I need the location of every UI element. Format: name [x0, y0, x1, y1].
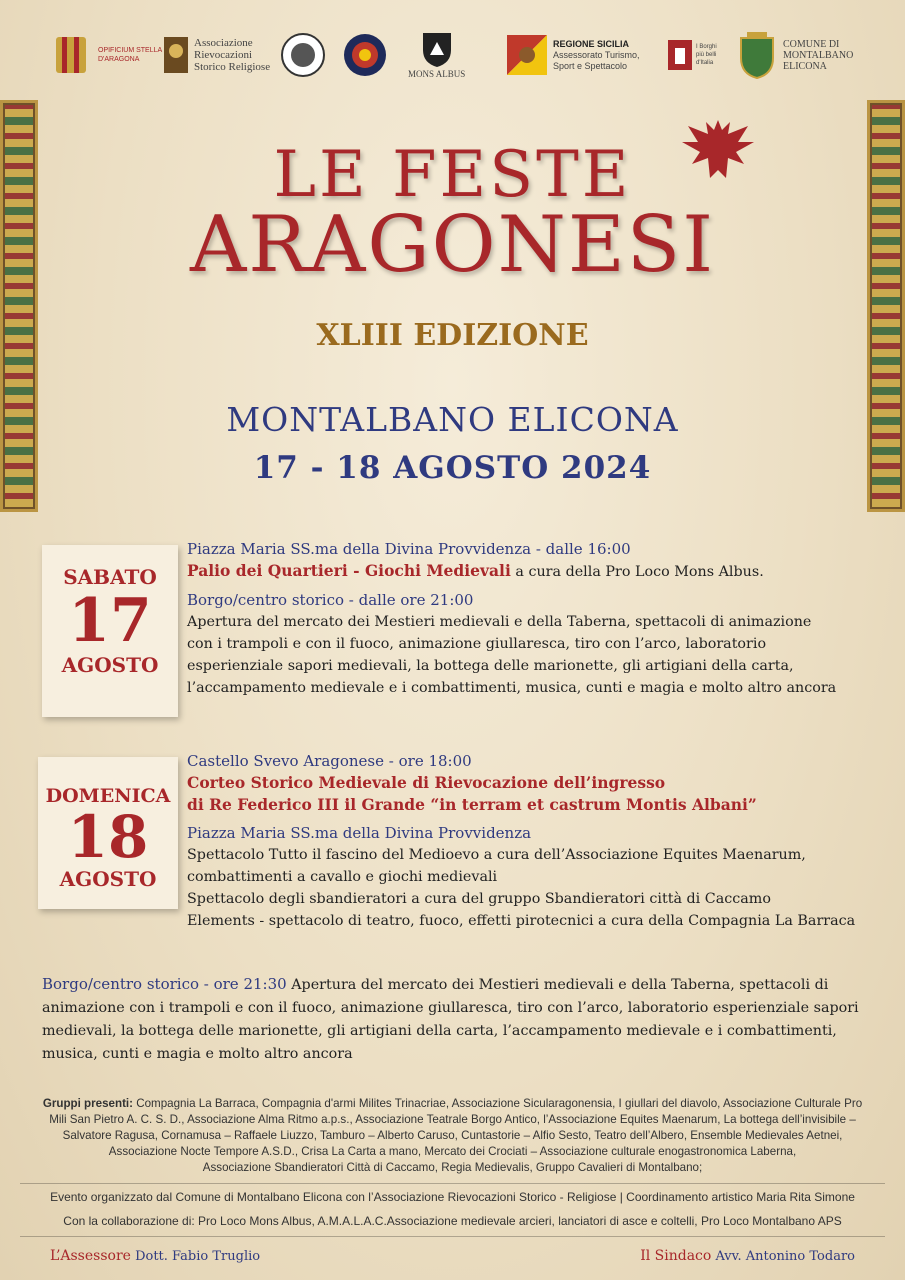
- event-title: Corteo Storico Medievale di Rievocazione dell’ingresso: [187, 773, 666, 792]
- event-description-line: Spettacolo degli sbandieratori a cura del gruppo Sbandieratori città di Caccamo: [187, 891, 771, 907]
- comune-text: COMUNE DI MONTALBANO ELICONA: [783, 38, 854, 72]
- assoc-emblem-icon: [162, 35, 190, 75]
- groups-line: Associazione Nocte Tempore A.S.D., Crisa La Carta a mano, Mercato dei Crociati – Associazione culturale enogastronomica Laberna,: [108, 1145, 797, 1158]
- logo-comune: [735, 20, 853, 90]
- eagle-icon: [678, 112, 758, 192]
- title-line-1: LE FESTE: [273, 138, 632, 212]
- day1-events: [187, 538, 836, 699]
- logo-borghi: [668, 20, 722, 90]
- assoc-rievoc-text: Associazione Rievocazioni Storico Religiose: [194, 37, 271, 73]
- day-number: 18: [67, 803, 149, 871]
- groups-label: Gruppi presenti:: [42, 1097, 134, 1110]
- signature-assessore: [50, 1248, 260, 1264]
- day-number: 17: [68, 586, 152, 656]
- groups-text: Compagnia La Barraca, Compagnia d'armi Milites Trinacriae, Associazione Sicularagonensia, I giullari del diavolo, Associazione Culturale Pro: [133, 1097, 863, 1110]
- event-note: a cura della Pro Loco Mons Albus.: [510, 564, 764, 580]
- logo-assoc-rievocazioni: [162, 20, 270, 90]
- logo-mons-albus: [408, 20, 465, 90]
- groups-line: Associazione Sbandieratori Città di Caccamo, Regia Medievalis, Gruppo Cavalieri di Montalbano;: [202, 1161, 703, 1174]
- sponsor-logos-bar: [0, 20, 905, 90]
- event-title-row: [187, 560, 836, 583]
- event-description-line: Spettacolo Tutto il fascino del Medioevo a cura dell’Associazione Equites Maenarum,: [187, 847, 806, 863]
- mons-albus-text: MONS ALBUS: [408, 69, 466, 79]
- collaboration-line: Con la collaborazione di: Pro Loco Mons Albus, A.M.A.L.A.C.Associazione medievale arcieri, lanciatori di asce e coltelli, Pro Loco Montalbano APS: [63, 1214, 842, 1228]
- round-seal-icon: [342, 32, 388, 78]
- event-location: Castello Svevo Aragonese - ore 18:00: [187, 752, 472, 770]
- evening-first-line: [42, 973, 882, 997]
- month-label: AGOSTO: [61, 653, 159, 677]
- logo-round-badge-2: [342, 20, 388, 90]
- event-location: Borgo/centro storico - dalle ore 21:00: [187, 591, 474, 609]
- weekday-label: SABATO: [63, 565, 157, 589]
- event-description-line: Elements - spettacolo di teatro, fuoco, effetti pirotecnici a cura della Compagnia La Barraca: [187, 913, 856, 929]
- event-description-line: con i trampoli e con il fuoco, animazione giullaresca, tiro con l’arco, laboratorio: [187, 636, 767, 652]
- day2-events: [187, 750, 855, 932]
- groups-line: Salvatore Ragusa, Cornamusa – Raffaele Liuzzo, Tamburo – Alberto Caruso, Cuntastorie – Alfio Sesto, Teatro dell’Albero, Ensemble Medievales Aetnei,: [62, 1129, 843, 1142]
- event-location: Piazza Maria SS.ma della Divina Provvidenza: [187, 824, 532, 842]
- signature-role: L’Assessore: [50, 1248, 131, 1264]
- weekday-label: DOMENICA: [45, 785, 171, 807]
- event-description-text: Apertura del mercato dei Mestieri medievali e della Taberna, spettacoli di: [286, 977, 829, 993]
- signature-sindaco: [640, 1248, 855, 1264]
- opificium-shield-icon: [50, 33, 94, 77]
- participating-groups: [20, 1096, 885, 1176]
- event-location: Piazza Maria SS.ma della Divina Provvidenza - dalle 16:00: [187, 540, 631, 558]
- logo-round-badge-1: [280, 20, 326, 90]
- event-dates: 17 - 18 AGOSTO 2024: [253, 450, 652, 486]
- event-description-line: l’accampamento medievale e i combattimenti, musica, cunti e magia e molto altro ancora: [187, 680, 837, 696]
- event-location: Borgo/centro storico - ore 21:30: [42, 975, 287, 993]
- logo-opificium: [50, 20, 178, 90]
- event-description-line: animazione con i trampoli e con il fuoco, animazione giullaresca, tiro con l’arco, laboratorio esperienziale sapori: [42, 1000, 859, 1016]
- groups-line: Mili San Pietro A. C. S. D., Associazione Alma Ritmo a.p.s., Associazione Teatrale Borgo Antico, l’Associazione Equites Maenarum, La bottega dell’invisibile –: [49, 1113, 856, 1126]
- location-title: MONTALBANO ELICONA: [226, 400, 679, 439]
- opificium-text: OPIFICIUM STELLA D'ARAGONA: [98, 47, 162, 63]
- round-badge-icon: [280, 32, 326, 78]
- divider: [20, 1183, 885, 1184]
- groups-first-line: [20, 1096, 885, 1112]
- comune-crest-icon: [735, 30, 779, 80]
- organizer-line: Evento organizzato dal Comune di Montalbano Elicona con l’Associazione Rievocazioni Storico - Religiose | Coordinamento artistico Maria Rita Simone: [50, 1190, 855, 1204]
- event-description-line: combattimenti a cavallo e giochi medievali: [187, 869, 498, 885]
- evening-program: [42, 973, 882, 1066]
- trinacria-icon: [505, 33, 549, 77]
- divider: [20, 1236, 885, 1237]
- mons-albus-shield-icon: [420, 30, 454, 68]
- borghi-text: I Borghi più belli d'Italia: [696, 44, 717, 66]
- event-description-line: esperienziale sapori medievali, la bottega delle marionette, gli artigiani della carta,: [187, 658, 794, 674]
- regione-text: REGIONE SICILIA Assessorato Turismo, Sport e Spettacolo: [553, 38, 640, 71]
- edition-label: XLIII EDIZIONE: [316, 318, 589, 353]
- month-label: AGOSTO: [59, 867, 157, 891]
- event-title: di Re Federico III il Grande “in terram et castrum Montis Albani”: [187, 795, 757, 814]
- day-card-saturday: [42, 545, 178, 717]
- signature-name: Dott. Fabio Truglio: [130, 1249, 261, 1264]
- signature-name: Avv. Antonino Todaro: [711, 1249, 855, 1264]
- signature-role: Il Sindaco: [640, 1248, 712, 1264]
- borghi-tower-icon: [668, 40, 692, 70]
- event-description-line: medievali, la bottega delle marionette, gli artigiani della carta, l’accampamento medievale e i combattimenti,: [42, 1023, 837, 1039]
- title-line-2: ARAGONESI: [189, 200, 716, 290]
- event-title: Palio dei Quartieri - Giochi Medievali: [187, 561, 511, 580]
- logo-regione-sicilia: [505, 20, 640, 90]
- day-card-sunday: [38, 757, 178, 909]
- event-description-line: Apertura del mercato dei Mestieri medievali e della Taberna, spettacoli di animazione: [187, 614, 812, 630]
- event-description-line: musica, cunti e magia e molto altro ancora: [42, 1046, 353, 1062]
